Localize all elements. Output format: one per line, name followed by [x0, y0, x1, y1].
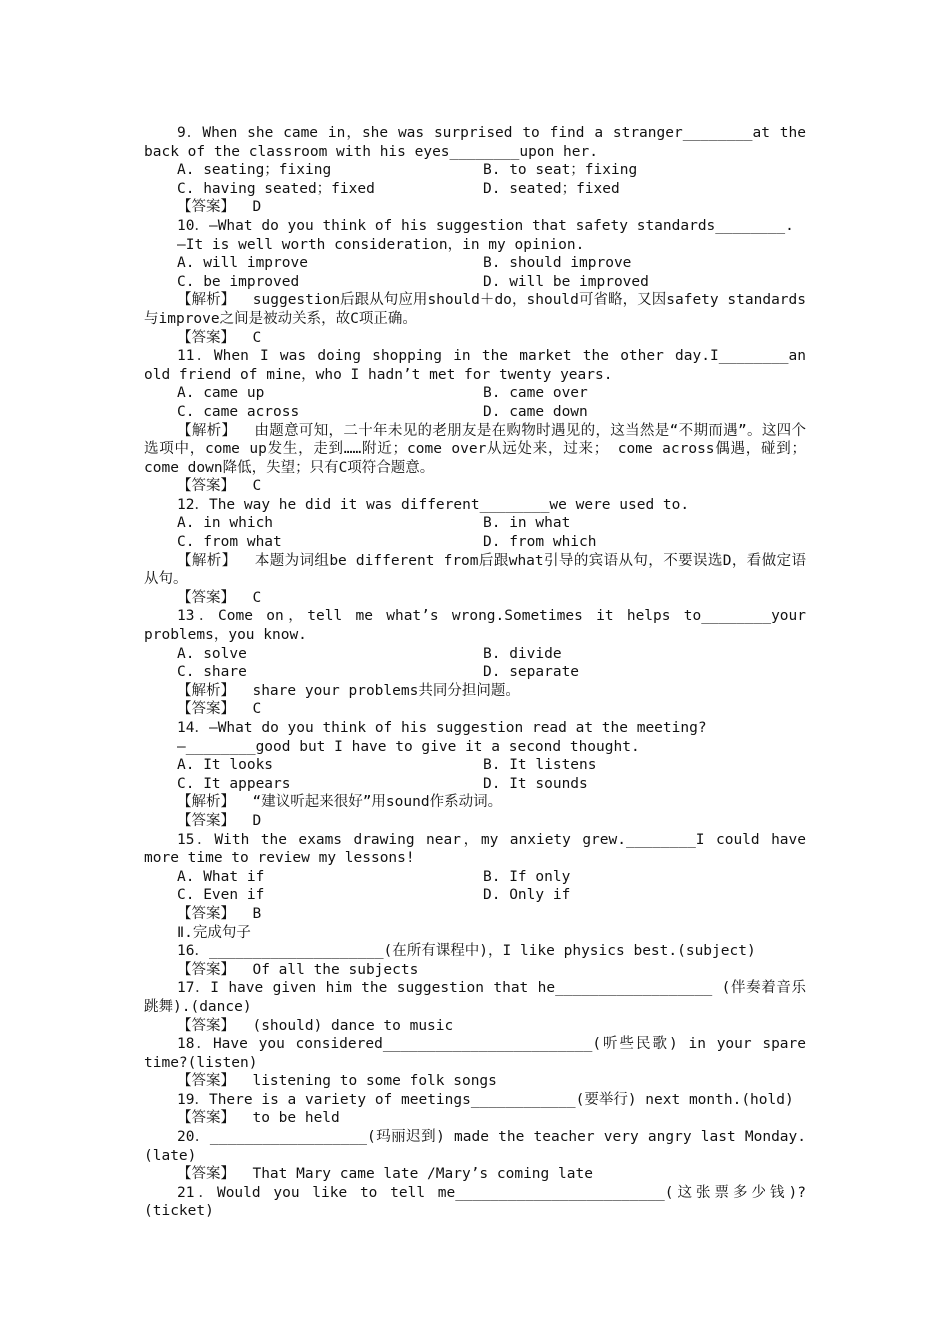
question-16-stem: 16．____________________(在所有课程中)，I like physics best.(subject): [177, 943, 756, 960]
question-10-options-row1: [144, 254, 806, 273]
option-b: B. If only: [483, 868, 571, 885]
question-11-options-row2: [144, 403, 806, 422]
option-b: B. in what: [483, 515, 571, 532]
question-13-options-row2: [144, 663, 806, 682]
option-b: B. should improve: [483, 255, 632, 272]
option-c: C. having seated；fixed: [177, 180, 375, 197]
question-9-options-row2: [144, 180, 806, 199]
option-d: D. Only if: [483, 887, 571, 904]
option-d: D. It sounds: [483, 775, 588, 792]
question-10-explanation: 【解析】 suggestion后跟从句应用should＋do，should可省略，又因safety standards与improve之间是被动关系，故C项正确。: [144, 292, 806, 327]
question-12-options-row1: [144, 514, 806, 533]
option-d: D. came down: [483, 403, 588, 420]
question-18-stem: 18．Have you considered________________________(听些民歌) in your spare time?(listen): [144, 1036, 815, 1071]
option-a: A. What if: [177, 868, 265, 885]
option-a: A. seating；fixing: [177, 162, 332, 179]
question-15-answer: 【答案】 B: [177, 905, 262, 922]
question-11-answer: 【答案】 C: [177, 478, 262, 495]
question-10-options-row2: [144, 273, 806, 292]
question-20-stem: 20．__________________(玛丽迟到) made the teacher very angry last Monday.(late): [144, 1129, 806, 1164]
question-14-answer: 【答案】 D: [177, 812, 262, 829]
question-18-answer: 【答案】 listening to some folk songs: [177, 1073, 497, 1090]
question-14-reply: —________good but I have to give it a second thought.: [177, 738, 640, 755]
question-12-options-row2: [144, 533, 806, 552]
question-12-explanation: 【解析】 本题为词组be different from后跟what引导的宾语从句，不要误选D，看做定语从句。: [144, 552, 806, 588]
question-13-stem: 13．Come on，tell me what’s wrong.Sometimes it helps to________your problems，you know.: [144, 608, 815, 644]
question-11-explanation: 【解析】 由题意可知，二十年未见的老朋友是在购物时遇见的，这当然是“不期而遇”。这四个选项中，come up发生，走到……附近；come over从远处来，过来； come across偶遇，碰到；come down降低，失望；只有C项符合题意。: [144, 422, 806, 476]
question-11-stem: 11．When I was doing shopping in the market the other day.I________an old friend of mine，who I hadn’t met for twenty years.: [144, 348, 815, 383]
option-c: C. share: [177, 664, 247, 681]
question-12-stem: 12．The way he did it was different________we were used to.: [177, 496, 690, 513]
option-b: B. It listens: [483, 757, 597, 774]
exercise-page: [144, 124, 815, 1221]
option-c: C. came across: [177, 403, 300, 420]
question-17-stem: 17．I have given him the suggestion that he__________________ (伴奏着音乐跳舞).(dance): [144, 980, 806, 1015]
option-a: A. will improve: [177, 255, 308, 272]
question-14-options-row1: [144, 756, 806, 775]
question-19-answer: 【答案】 to be held: [177, 1110, 340, 1127]
section-heading: Ⅱ.完成句子: [177, 924, 251, 941]
question-9-answer: 【答案】 D: [177, 199, 262, 216]
question-17-answer: 【答案】 (should) dance to music: [177, 1017, 454, 1034]
question-13-options-row1: [144, 645, 806, 664]
option-d: D. seated；fixed: [483, 180, 620, 197]
option-c: C. It appears: [177, 775, 291, 792]
question-14-stem: 14．—What do you think of his suggestion read at the meeting?: [177, 720, 707, 736]
option-d: D. from which: [483, 534, 597, 551]
question-15-stem: 15．With the exams drawing near，my anxiety grew.________I could have more time to review my lessons!: [144, 831, 815, 867]
option-a: A. came up: [177, 385, 265, 402]
option-d: D. will be improved: [483, 273, 649, 290]
question-21-stem: 21．Would you like to tell me________________________(这张票多少钱)?(ticket): [144, 1184, 806, 1220]
option-b: B. divide: [483, 645, 562, 662]
question-10-reply: —It is well worth consideration，in my opinion.: [177, 236, 585, 253]
question-20-answer: 【答案】 That Mary came late /Mary’s coming late: [177, 1166, 593, 1183]
question-14-options-row2: [144, 775, 806, 794]
option-d: D. separate: [483, 664, 580, 681]
option-a: A. It looks: [177, 757, 274, 774]
question-15-options-row1: [144, 868, 806, 887]
option-c: C. Even if: [177, 887, 265, 904]
question-9-options-row1: [144, 161, 806, 180]
question-19-stem: 19．There is a variety of meetings____________(要举行) next month.(hold): [177, 1091, 794, 1108]
question-13-explanation: 【解析】 share your problems共同分担问题。: [177, 682, 520, 699]
option-b: B. to seat；fixing: [483, 162, 638, 179]
question-10-answer: 【答案】 C: [177, 329, 262, 346]
option-a: A. in which: [177, 515, 274, 532]
question-10-stem: 10．—What do you think of his suggestion that safety standards________.: [177, 217, 794, 234]
option-a: A. solve: [177, 645, 247, 662]
question-9-stem: 9．When she came in，she was surprised to find a stranger________at the back of the classroom with his eyes________upon her.: [144, 125, 815, 160]
option-c: C. from what: [177, 534, 282, 551]
option-c: C. be improved: [177, 273, 300, 290]
question-12-answer: 【答案】 C: [177, 589, 262, 606]
question-11-options-row1: [144, 384, 806, 403]
question-15-options-row2: [144, 886, 806, 905]
question-13-answer: 【答案】 C: [177, 701, 262, 718]
question-16-answer: 【答案】 Of all the subjects: [177, 961, 419, 978]
option-b: B. came over: [483, 385, 588, 402]
question-14-explanation: 【解析】 “建议听起来很好”用sound作系动词。: [177, 794, 503, 811]
